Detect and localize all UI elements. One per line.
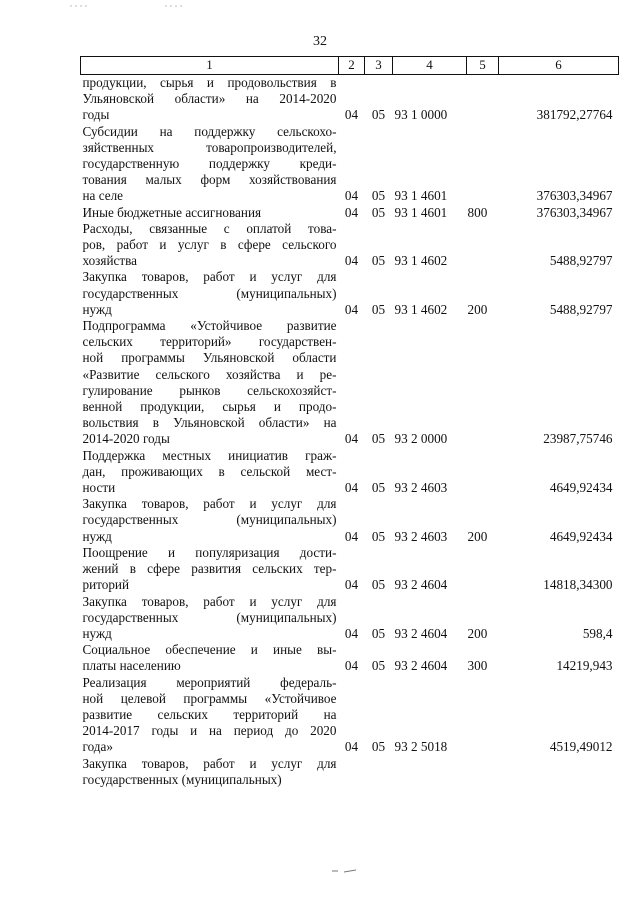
row-name-line: государственных (муниципальных) (82, 609, 337, 625)
row-name-line: платы населению (82, 658, 181, 674)
table-row (81, 318, 619, 448)
row-name-line: государственных (муниципальных) (82, 285, 337, 301)
row-section: 04 (344, 253, 359, 269)
row-name-line: государственных (муниципальных) (82, 771, 282, 787)
row-name-line: Закупка товаров, работ и услуг для (82, 269, 337, 285)
row-name (81, 675, 339, 756)
row-name (81, 205, 339, 221)
row-target-code (393, 756, 467, 788)
row-name-line: зяйственных товаропроизводителей, (82, 139, 337, 155)
row-subsection: 05 (371, 528, 386, 544)
row-name-line: развитие сельских территорий на (82, 706, 337, 722)
row-amount: 376303,34967 (536, 204, 613, 220)
row-name-line: Иные бюджетные ассигнования (82, 204, 262, 220)
row-name-line: нужд (82, 625, 112, 641)
row-section: 04 (344, 739, 359, 755)
row-name-line: вольствия в Ульяновской области» на (82, 415, 337, 431)
row-section (339, 756, 365, 788)
row-expense-type: 300 (467, 658, 488, 674)
row-expense-type (467, 448, 499, 497)
row-target-code: 93 2 0000 (394, 431, 448, 447)
row-expense-type (467, 124, 499, 205)
table-row (81, 448, 619, 497)
row-target-code: 93 2 4604 (394, 625, 448, 641)
row-target-code: 93 1 0000 (394, 107, 448, 123)
row-target-code: 93 1 4602 (394, 253, 448, 269)
table-row (81, 205, 619, 221)
row-name-line: венной продукции, сырья и продо- (82, 399, 337, 415)
row-name-line: ной целевой программы «Устойчивое (82, 690, 337, 706)
row-section: 04 (344, 577, 359, 593)
row-name-line: года» (82, 739, 113, 755)
row-name (81, 269, 339, 318)
row-amount: 4649,92434 (549, 480, 613, 496)
scan-marks (70, 4, 230, 8)
row-subsection: 05 (371, 739, 386, 755)
row-name-line: ности (82, 480, 116, 496)
row-name (81, 496, 339, 545)
row-expense-type (467, 75, 499, 124)
header-col-5: 5 (467, 57, 499, 75)
row-subsection: 05 (371, 658, 386, 674)
row-name-line: годы (82, 107, 110, 123)
row-name-line: Реализация мероприятий федераль- (82, 674, 337, 690)
row-subsection (365, 756, 393, 788)
row-expense-type (467, 675, 499, 756)
row-name-line: Поддержка местных инициатив граж- (82, 447, 337, 463)
row-expense-type: 800 (467, 204, 488, 220)
table-row (81, 756, 619, 788)
row-name (81, 756, 339, 788)
row-name (81, 594, 339, 643)
row-target-code: 93 1 4601 (394, 188, 448, 204)
row-name-line: риторий (82, 577, 130, 593)
table-row (81, 642, 619, 674)
table-row (81, 496, 619, 545)
row-target-code: 93 2 4603 (394, 480, 448, 496)
row-subsection: 05 (371, 625, 386, 641)
row-section: 04 (344, 528, 359, 544)
table-row (81, 269, 619, 318)
table-header-row (81, 57, 619, 75)
row-name (81, 318, 339, 448)
row-subsection: 05 (371, 577, 386, 593)
row-name-line: государственных (муниципальных) (82, 512, 337, 528)
row-name-line: на селе (82, 188, 124, 204)
row-name-line: Расходы, связанные с оплатой това- (82, 220, 337, 236)
row-expense-type: 200 (467, 528, 488, 544)
row-expense-type: 200 (467, 301, 488, 317)
row-name-line: Закупка товаров, работ и услуг для (82, 496, 337, 512)
row-target-code: 93 1 4602 (394, 301, 448, 317)
row-name-line: нужд (82, 301, 112, 317)
row-amount (499, 756, 619, 788)
row-amount: 4519,49012 (549, 739, 613, 755)
row-target-code: 93 2 5018 (394, 739, 448, 755)
row-name-line: сельских территорий» государствен- (82, 334, 337, 350)
row-amount: 4649,92434 (549, 528, 613, 544)
row-expense-type (467, 756, 499, 788)
row-amount: 376303,34967 (536, 188, 613, 204)
header-col-2: 2 (339, 57, 365, 75)
row-name-line: ров, работ и услуг в сфере сельского (82, 237, 337, 253)
header-col-3: 3 (365, 57, 393, 75)
table-row (81, 221, 619, 270)
row-subsection: 05 (371, 107, 386, 123)
row-name (81, 642, 339, 674)
row-name-line: Закупка товаров, работ и услуг для (82, 755, 337, 771)
row-section: 04 (344, 204, 359, 220)
row-section: 04 (344, 107, 359, 123)
row-name-line: ной программы Ульяновской области (82, 350, 337, 366)
row-amount: 14219,943 (556, 658, 613, 674)
table-row (81, 594, 619, 643)
row-target-code: 93 2 4604 (394, 577, 448, 593)
row-amount: 381792,27764 (536, 107, 613, 123)
row-section: 04 (344, 625, 359, 641)
row-name-line: 2014-2020 годы (82, 431, 170, 447)
row-name (81, 75, 339, 124)
header-col-6: 6 (499, 57, 619, 75)
row-subsection: 05 (371, 253, 386, 269)
row-section: 04 (344, 301, 359, 317)
page-number: 32 (313, 34, 327, 49)
row-expense-type: 200 (467, 625, 488, 641)
row-target-code: 93 2 4604 (394, 658, 448, 674)
row-amount: 5488,92797 (549, 253, 613, 269)
row-name-line: Социальное обеспечение и иные вы- (82, 642, 337, 658)
row-expense-type (467, 318, 499, 448)
row-name (81, 221, 339, 270)
row-name (81, 448, 339, 497)
header-col-4: 4 (393, 57, 467, 75)
row-subsection: 05 (371, 188, 386, 204)
row-name (81, 124, 339, 205)
row-name-line: Субсидии на поддержку сельскохо- (82, 123, 337, 139)
row-name-line: государственную поддержку креди- (82, 156, 337, 172)
row-name-line: тования малых форм хозяйствования (82, 172, 337, 188)
row-expense-type (467, 545, 499, 594)
table-body (81, 75, 619, 788)
row-amount: 14818,34300 (543, 577, 613, 593)
row-name (81, 545, 339, 594)
row-target-code: 93 2 4603 (394, 528, 448, 544)
header-col-1: 1 (81, 57, 339, 75)
row-subsection: 05 (371, 301, 386, 317)
row-name-line: Подпрограмма «Устойчивое развитие (82, 318, 337, 334)
row-section: 04 (344, 658, 359, 674)
row-name-line: продукции, сырья и продовольствия в (82, 75, 337, 90)
row-section: 04 (344, 431, 359, 447)
budget-table (80, 56, 619, 788)
table-row (81, 75, 619, 124)
row-name-line: дан, проживающих в сельской мест- (82, 463, 337, 479)
table-row (81, 545, 619, 594)
row-name-line: жений в сфере развития сельских тер- (82, 561, 337, 577)
table-row (81, 124, 619, 205)
row-target-code: 93 1 4601 (394, 204, 448, 220)
row-expense-type (467, 221, 499, 270)
row-name-line: Закупка товаров, работ и услуг для (82, 593, 337, 609)
row-name-line: Поощрение и популяризация дости- (82, 544, 337, 560)
row-subsection: 05 (371, 431, 386, 447)
row-amount: 598,4 (582, 625, 613, 641)
row-section: 04 (344, 188, 359, 204)
row-name-line: 2014-2017 годы и на период до 2020 (82, 723, 337, 739)
scan-mark (330, 868, 360, 874)
row-name-line: Ульяновской области» на 2014-2020 (82, 91, 337, 107)
row-name-line: гулирование рынков сельскохозяйст- (82, 382, 337, 398)
row-name-line: «Развитие сельского хозяйства и ре- (82, 366, 337, 382)
table-row (81, 675, 619, 756)
row-name-line: хозяйства (82, 253, 138, 269)
row-section: 04 (344, 480, 359, 496)
row-subsection: 05 (371, 204, 386, 220)
row-subsection: 05 (371, 480, 386, 496)
row-amount: 5488,92797 (549, 301, 613, 317)
row-amount: 23987,75746 (543, 431, 613, 447)
row-name-line: нужд (82, 528, 112, 544)
